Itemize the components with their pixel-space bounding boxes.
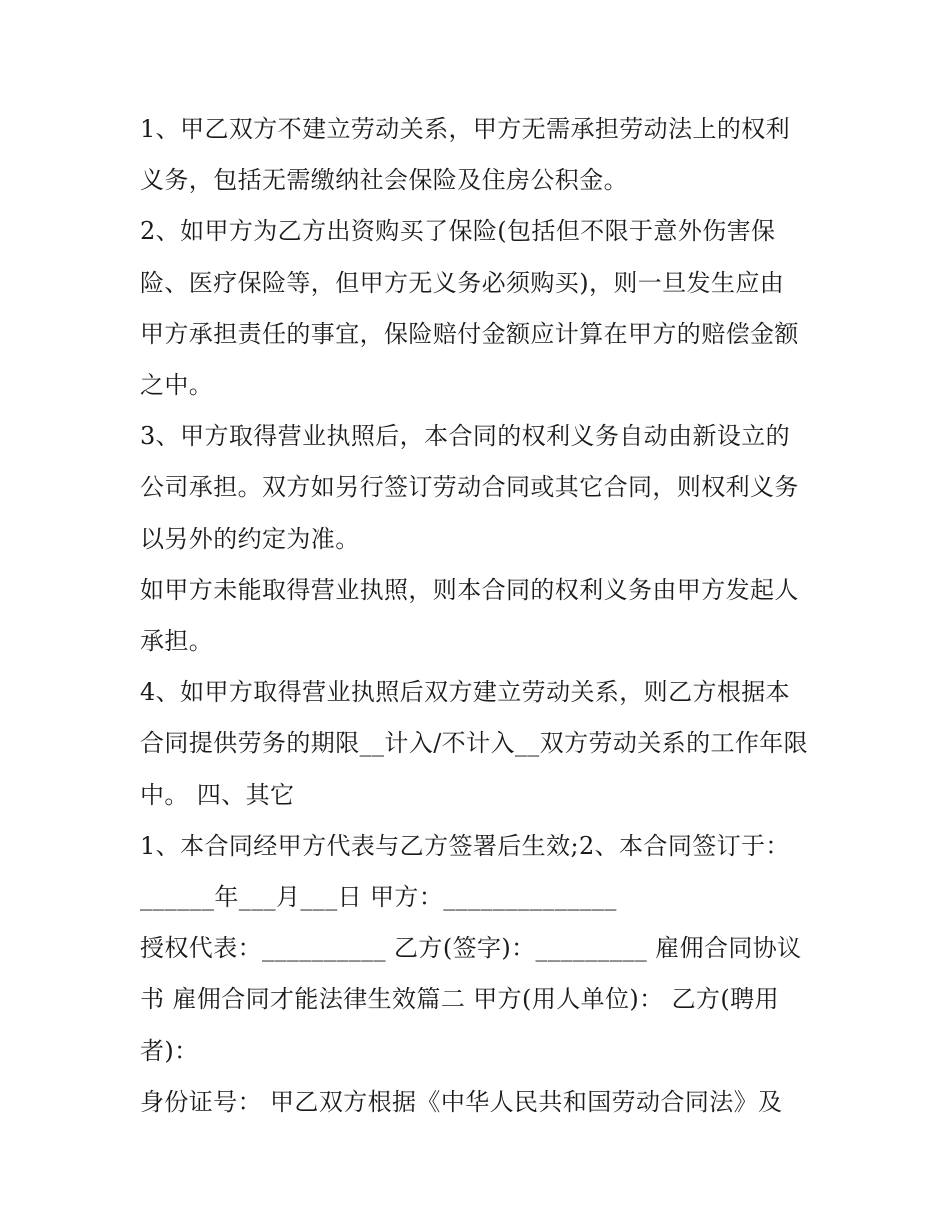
document-body [140,104,820,1128]
text-line: 义务，包括无需缴纳社会保险及住房公积金。 [140,166,628,195]
text-line: 如甲方未能取得营业执照，则本合同的权利义务由甲方发起人 [140,575,799,604]
text-line: 授权代表：__________ 乙方(签字)：_________ 雇佣合同协议 [140,934,802,963]
text-line: 者)： [140,1036,199,1065]
text-line: 4、如甲方取得营业执照后双方建立劳动关系，则乙方根据本 [140,678,791,707]
text-line: 公司承担。双方如另行签订劳动合同或其它合同，则权利义务 [140,473,799,502]
text-line: 3、甲方取得营业执照后，本合同的权利义务自动由新设立的 [140,422,791,451]
text-line: 甲方承担责任的事宜，保险赔付金额应计算在甲方的赔偿金额 [140,319,799,348]
text-line: 以另外的约定为准。 [140,524,360,553]
text-line: 中。 四、其它 [140,780,295,809]
text-line: 之中。 [140,371,214,400]
text-line: 1、甲乙双方不建立劳动关系，甲方无需承担劳动法上的权利 [140,115,791,143]
text-line: 合同提供劳务的期限__计入/不计入__双方劳动关系的工作年限 [140,729,809,758]
text-line: 2、如甲方为乙方出资购买了保险(包括但不限于意外伤害保 [140,217,776,246]
text-line: 险、医疗保险等，但甲方无义务必须购买)，则一旦发生应由 [140,268,785,297]
text-line: 身份证号： 甲乙双方根据《中华人民共和国劳动合同法》及 [140,1087,783,1116]
text-line: 承担。 [140,627,214,656]
text-line: ______年___月___日 甲方：______________ [140,883,617,912]
text-line: 书 雇佣合同才能法律生效篇二 甲方(用人单位)： 乙方(聘用 [140,985,779,1014]
text-line: 1、本合同经甲方代表与乙方签署后生效;2、本合同签订于： [140,831,790,860]
